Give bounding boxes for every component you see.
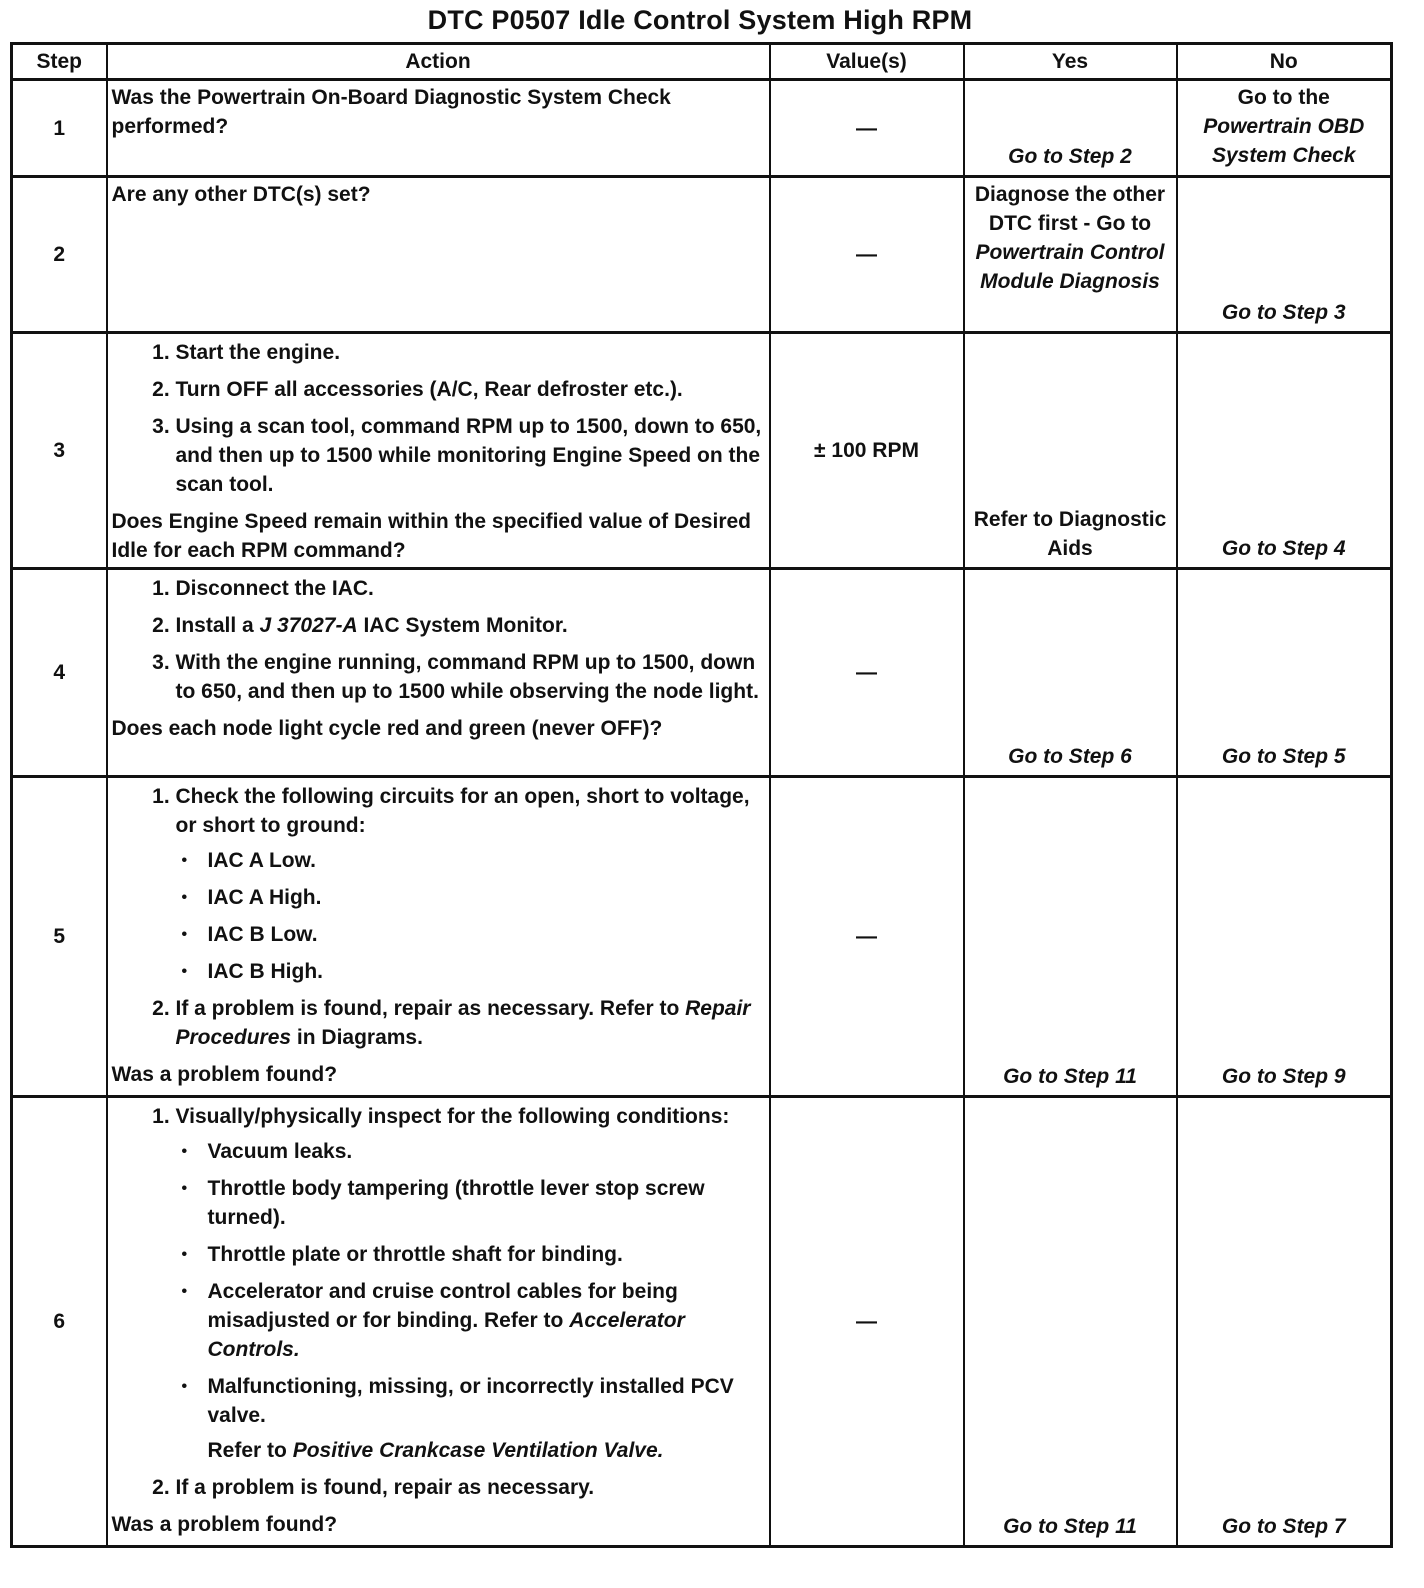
condition-item [208,1372,763,1465]
step-number: 2 [12,177,107,333]
circuit-list [176,846,763,986]
action-cell [107,569,770,777]
condition-text: Accelerator and cruise control cables for being misadjusted or for binding. Refer to [207,1280,678,1332]
value-cell [770,177,964,333]
action-steps [112,782,763,1052]
action-cell [107,777,770,1097]
action-steps [112,1102,763,1502]
step-number: 5 [12,777,107,1097]
table-row-step-2 [12,177,1392,333]
header-values: Value(s) [770,44,964,80]
action-question: Was the Powertrain On-Board Diagnostic System Check performed? [111,86,671,138]
pcv-reference: Positive Crankcase Ventilation Valve. [292,1439,664,1462]
action-text: Check the following circuits for an open, short to voltage, or short to ground: [175,785,750,837]
action-question: Does each node light cycle red and green (never OFF)? [111,717,663,740]
procedure-reference: Repair Procedures [175,997,751,1049]
yes-cell: Go to Step 2 [964,80,1177,177]
action-step-item: 3. Using a scan tool, command RPM up to 1500, down to 650, and then up to 1500 while monitoring Engine Speed on the scan tool. [176,412,763,499]
value-cell [770,333,964,569]
no-cell: Go to Step 9 [1177,777,1392,1097]
header-action: Action [107,44,770,80]
diagnostic-table [10,42,1393,1548]
action-step-item [176,782,763,986]
value-text: — [856,925,877,948]
table-header-row [12,44,1392,80]
yes-text: Diagnose the other DTC first - Go to [974,183,1166,235]
step-number: 4 [12,569,107,777]
value-text: — [856,243,877,266]
no-text: Go to the [1237,86,1330,109]
value-cell [770,1097,964,1547]
no-cell: Go to Step 3 [1177,177,1392,333]
table-row-step-1 [12,80,1392,177]
circuit-item: • IAC B Low. [208,920,763,949]
action-steps [112,574,763,706]
value-text: — [856,116,877,140]
yes-cell: Go to Step 11 [964,1097,1177,1547]
action-question: Are any other DTC(s) set? [111,183,371,206]
value-text: ± 100 RPM [814,439,919,462]
header-no: No [1177,44,1392,80]
circuit-item: • IAC A Low. [208,846,763,875]
condition-item: • Throttle body tampering (throttle lever stop screw turned). [208,1174,763,1232]
action-step-item [176,1102,763,1465]
table-row-step-5 [12,777,1392,1097]
yes-cell [964,177,1177,333]
table-row-step-3 [12,333,1392,569]
circuit-item: • IAC A High. [208,883,763,912]
action-steps [112,338,763,499]
action-text: IAC System Monitor. [363,614,568,637]
table-row-step-4 [12,569,1392,777]
no-cell [1177,80,1392,177]
yes-cell: Go to Step 11 [964,777,1177,1097]
action-cell [107,1097,770,1547]
step-number: 1 [12,80,107,177]
action-text: Visually/physically inspect for the following conditions: [175,1105,730,1128]
tool-reference: J 37027-A [259,614,358,637]
note-text: Refer to [207,1439,287,1462]
table-row-step-6 [12,1097,1392,1547]
action-step-item: 3. With the engine running, command RPM up to 1500, down to 650, and then up to 1500 while observing the node light. [176,648,763,706]
condition-item: • Throttle plate or throttle shaft for binding. [208,1240,763,1269]
step-number: 3 [12,333,107,569]
document-title: DTC P0507 Idle Control System High RPM [427,5,973,35]
condition-list [176,1137,763,1465]
action-question: Was a problem found? [111,1513,338,1536]
no-cell: Go to Step 4 [1177,333,1392,569]
controls-reference: Accelerator Controls. [207,1309,685,1361]
no-cell: Go to Step 7 [1177,1097,1392,1547]
condition-text: Malfunctioning, missing, or incorrectly installed PCV valve. [207,1375,734,1427]
step-number: 6 [12,1097,107,1547]
action-text: Install a [175,614,254,637]
value-cell [770,777,964,1097]
yes-cell: Go to Step 6 [964,569,1177,777]
header-step: Step [12,44,107,80]
action-step-item: 1. Start the engine. [176,338,763,367]
value-cell [770,80,964,177]
action-step-item: 2. Turn OFF all accessories (A/C, Rear defroster etc.). [176,375,763,404]
action-question: Does Engine Speed remain within the specified value of Desired Idle for each RPM command? [111,510,751,562]
action-step-item: 2. If a problem is found, repair as necessary. [176,1473,763,1502]
no-reference: Powertrain OBD System Check [1203,115,1365,167]
action-step-item [176,994,763,1052]
action-cell [107,333,770,569]
value-cell [770,569,964,777]
action-text: in Diagrams. [296,1026,423,1049]
condition-item: • Vacuum leaks. [208,1137,763,1166]
circuit-item: • IAC B High. [208,957,763,986]
yes-cell: Refer to Diagnostic Aids [964,333,1177,569]
action-text: If a problem is found, repair as necessary. Refer to [175,997,680,1020]
action-step-item: 1. Disconnect the IAC. [176,574,763,603]
action-cell [107,177,770,333]
action-cell [107,80,770,177]
action-question: Was a problem found? [111,1063,338,1086]
action-step-item [176,611,763,640]
value-text: — [856,1310,877,1333]
condition-item [208,1277,763,1364]
no-cell: Go to Step 5 [1177,569,1392,777]
value-text: — [856,661,877,684]
header-yes: Yes [964,44,1177,80]
yes-reference: Powertrain Control Module Diagnosis [975,241,1165,293]
pcv-note [208,1436,763,1465]
